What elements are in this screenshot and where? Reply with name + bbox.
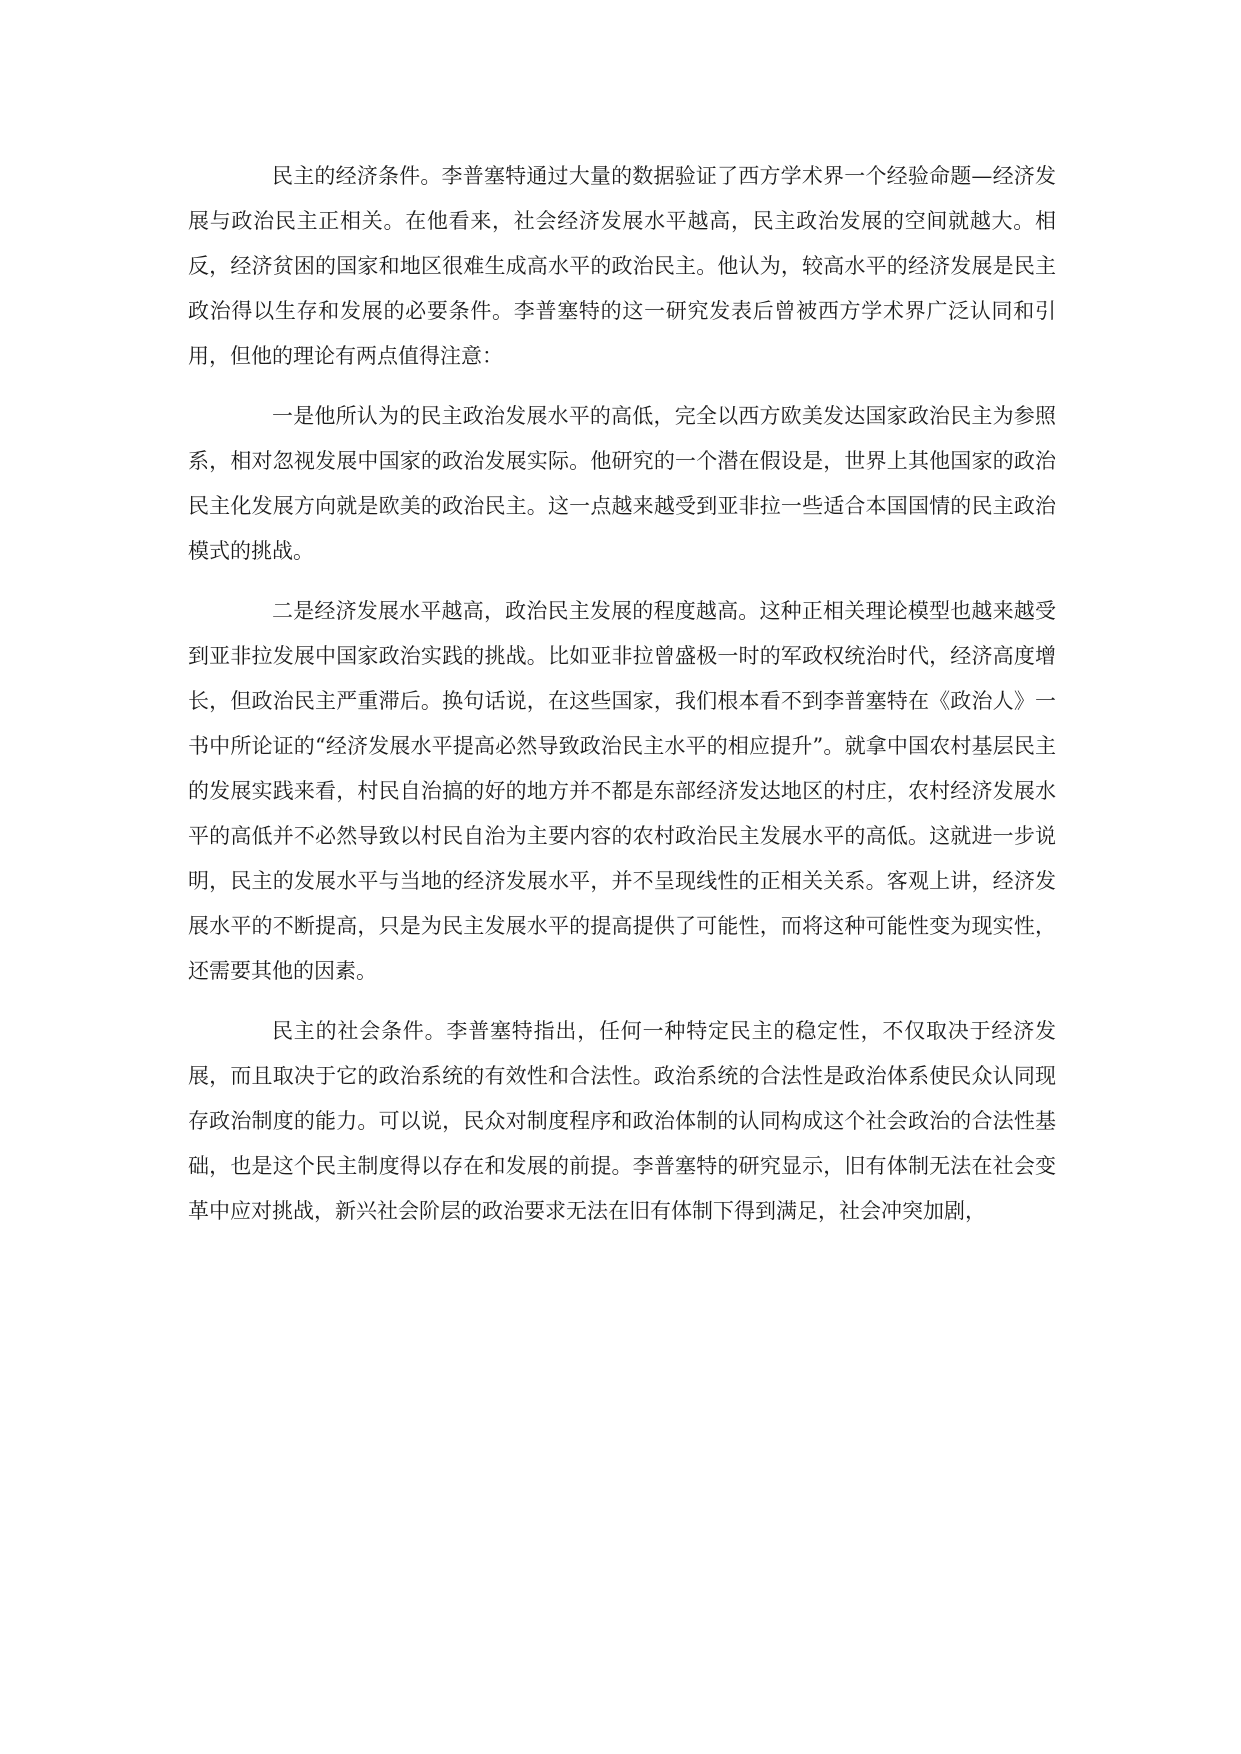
paragraph-economic-conditions: 民主的经济条件。李普塞特通过大量的数据验证了西方学术界一个经验命题—经济发展与政治民主正相关。在他看来，社会经济发展水平越高，民主政治发展的空间就越大。相反，经济贫困的国家和地区很难生成高水平的政治民主。他认为，较高水平的经济发展是民主政治得以生存和发展的必要条件。李普塞特的这一研究发表后曾被西方学术界广泛认同和引用，但他的理论有两点值得注意： bbox=[188, 164, 1056, 368]
paragraph-point-two: 二是经济发展水平越高，政治民主发展的程度越高。这种正相关理论模型也越来越受到亚非拉发展中国家政治实践的挑战。比如亚非拉曾盛极一时的军政权统治时代，经济高度增长，但政治民主严重滞后。换句话说，在这些国家，我们根本看不到李普塞特在《政治人》一书中所论证的“经济发展水平提高必然导致政治民主水平的相应提升”。就拿中国农村基层民主的发展实践来看，村民自治搞的好的地方并不都是东部经济发达地区的村庄，农村经济发展水平的高低并不必然导致以村民自治为主要内容的农村政治民主发展水平的高低。这就进一步说明，民主的发展水平与当地的经济发展水平，并不呈现线性的正相关关系。客观上讲，经济发展水平的不断提高，只是为民主发展水平的提高提供了可能性，而将这种可能性变为现实性，还需要其他的因素。 bbox=[188, 599, 1056, 983]
document-body bbox=[188, 154, 1056, 1249]
paragraph-social-conditions: 民主的社会条件。李普塞特指出，任何一种特定民主的稳定性，不仅取决于经济发展，而且取决于它的政治系统的有效性和合法性。政治系统的合法性是政治体系使民众认同现存政治制度的能力。可以说，民众对制度程序和政治体制的认同构成这个社会政治的合法性基础，也是这个民主制度得以存在和发展的前提。李普塞特的研究显示，旧有体制无法在社会变革中应对挑战，新兴社会阶层的政治要求无法在旧有体制下得到满足，社会冲突加剧， bbox=[188, 1019, 1056, 1223]
paragraph-point-one: 一是他所认为的民主政治发展水平的高低，完全以西方欧美发达国家政治民主为参照系，相对忽视发展中国家的政治发展实际。他研究的一个潜在假设是，世界上其他国家的政治民主化发展方向就是欧美的政治民主。这一点越来越受到亚非拉一些适合本国国情的民主政治模式的挑战。 bbox=[188, 404, 1056, 563]
